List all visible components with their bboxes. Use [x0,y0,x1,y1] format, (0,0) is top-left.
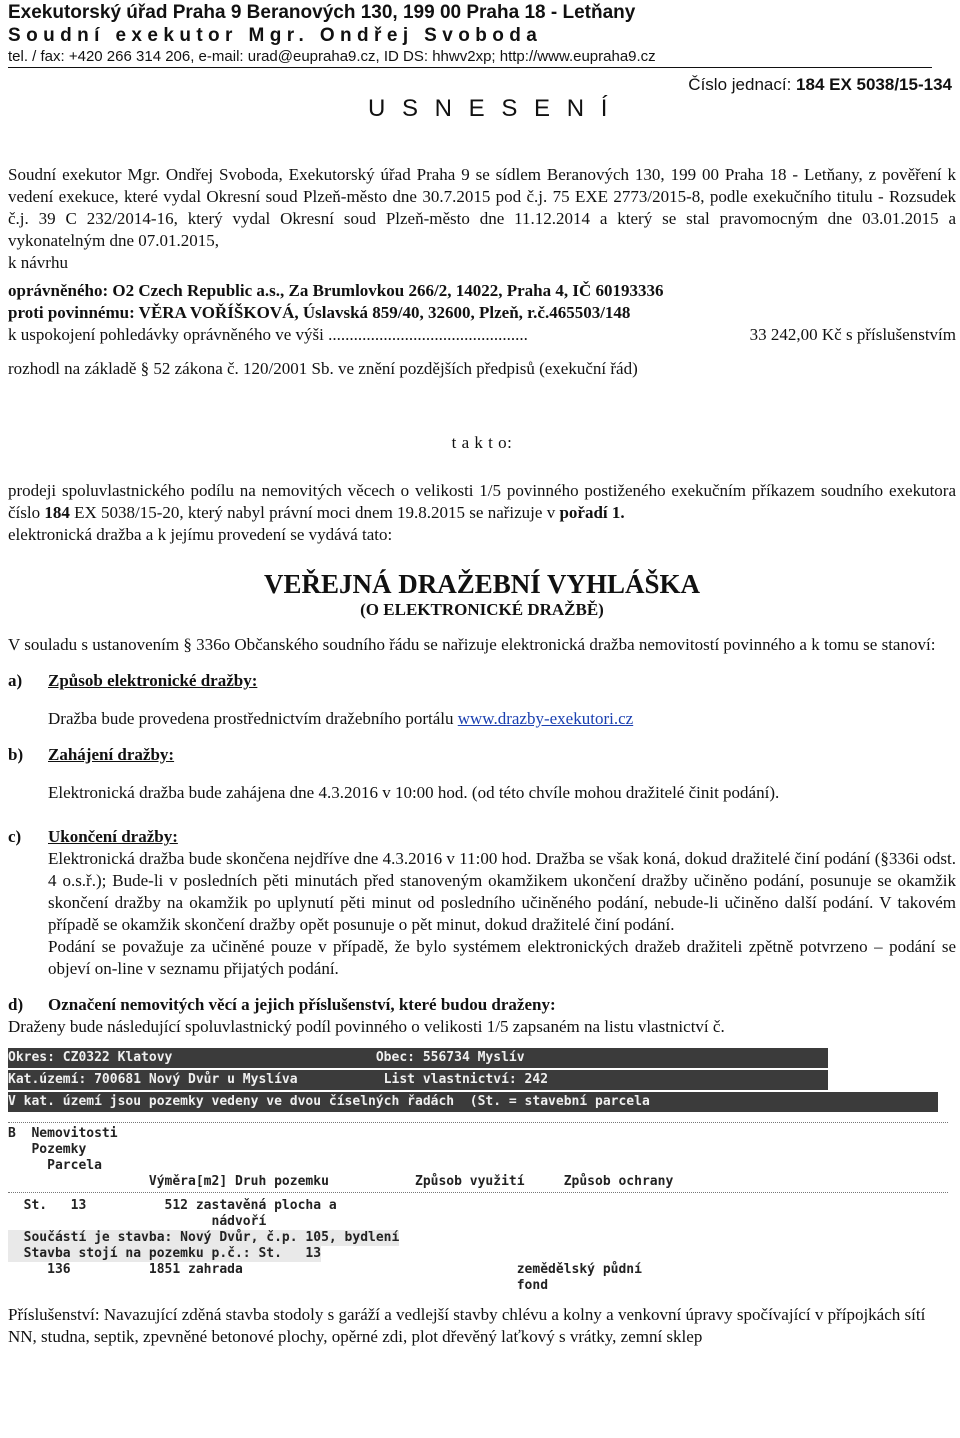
intro-paragraph: Soudní exekutor Mgr. Ondřej Svoboda, Exekutorský úřad Praha 9 se sídlem Beranových 130, 199 00 Praha 18 - Letňany, z pověření k vedení exekuce, které vydal Okresní soud Plzeň-město dne 30.7.2015 pod č.j. 75 EXE 2773/2015-8, podle exekučního titulu - Rozsudek č.j. 39 C 232/2014-16, který vydal Okresní soud Plzeň-město dne 11.12.2014 a který se stal pravomocným dne 03.01.2015 a vykonatelným dne 07.01.2015, [8,165,956,250]
deed-row-3: Stavba stojí na pozemku p.č.: St. 13 [8,1246,322,1261]
item-a-label: a) [8,671,23,690]
item-b [8,744,956,804]
item-b-text: Elektronická dražba bude zahájena dne 4.3.2016 v 10:00 hod. (od této chvíle mohou dražitelé činit podání). [48,783,780,802]
item-d-heading: Označení nemovitých věcí a jejich příslušenství, které budou draženy: [48,995,556,1014]
item-c-heading: Ukončení dražby: [48,827,178,846]
deed-band-cadastre: Kat.území: 700681 Nový Dvůr u Myslíva List vlastnictví: 242 [8,1070,828,1090]
executor-header: Soudní exekutor Mgr. Ondřej Svoboda [8,25,543,46]
accessories-paragraph: Příslušenství: Navazující zděná stavba stodoly s garáží a vedlejší stavby chlévu a kolny a venkovní úpravy spočívající v přípojkách sítí NN, studna, septik, zpevněné betonové plochy, opěrné zdi, plot dřevěný laťkový s vrátky, zemní sklep [8,1305,926,1346]
deed-band-district: Okres: CZ0322 Klatovy Obec: 556734 Myslív [8,1048,828,1068]
item-d-text: Draženy bude následující spoluvlastnický podíl povinného o velikosti 1/5 zapsaném na listu vlastnictví č. [8,1017,725,1036]
document-page [8,2,956,1348]
document-title: U S N E S E N Í [368,95,613,122]
deed-separator-2 [8,1192,948,1193]
item-a-heading: Způsob elektronické dražby: [48,671,258,690]
case-number-value: 184 EX 5038/15-134 [796,75,952,94]
prodej-executor-number: 184 [44,503,70,522]
announcement-title: VEŘEJNÁ DRAŽEBNÍ VYHLÁŠKA [263,569,701,599]
case-number [688,74,952,96]
deed-row-1b: nádvoří [8,1214,267,1229]
portal-link[interactable]: www.drazby-exekutori.cz [457,709,634,728]
deed-row-4b: fond [8,1278,549,1293]
title-row [8,68,956,142]
deed-parcela: Parcela [8,1158,102,1173]
item-a-body: Dražba bude provedena prostřednictvím dražebního portálu [48,709,458,728]
item-b-label: b) [8,745,24,764]
prodej-text-c: EX 5038/15-20, který nabyl právní moci dnem 19.8.2015 se nařizuje v [69,503,560,522]
deed-columns: Výměra[m2] Druh pozemku Způsob využití Způsob ochrany [8,1174,674,1189]
land-registry-excerpt [8,1042,956,1294]
item-c-text-2: Podání se považuje za učiněné pouze v případě, že bylo systémem elektronických dražeb dražiteli zpětně potvrzeno – podání se objeví on-line v seznamu přijatých podání. [48,937,956,978]
prodej-text-a: prodeji spoluvlastnického podílu na nemovitých věcech o velikosti 1/5 povinného postiženého exekučním příkazem soudního exekutora číslo [8,481,956,522]
debtor-line: proti povinnému: VĚRA VOŘÍŠKOVÁ, Úslavská 859/40, 32600, Plzeň, r.č.465503/148 [8,303,631,322]
deed-row-4: 136 1851 zahrada zemědělský půdní [8,1262,642,1277]
item-c [8,826,956,980]
item-c-text-1: Elektronická dražba bude skončena nejdříve dne 4.3.2016 v 11:00 hod. Dražba se však koná, dokud dražitelé činí podání (§336i odst. 4 o.s.ř.); Bude-li v posledních pěti minutách před stanoveným okamžikem ukončení dražby učiněno podání, posunuje se okamžik skončení dražby na okamžik po uplynutí pěti minut od posledního učiněného podání, nebude-li učiněno další podání. V takovém případě se okamžik skončení dražby opět posunuje o pět minut, dokud dražitelé činí podání. [48,849,956,934]
item-b-heading: Zahájení dražby: [48,745,175,764]
deed-row-1: St. 13 512 zastavěná plocha a [8,1198,337,1213]
item-d-label: d) [8,995,24,1014]
deed-section-b: B Nemovitosti [8,1126,118,1141]
item-a-text [48,708,956,730]
deed-row-2: Součástí je stavba: Nový Dvůr, č.p. 105, bydlení [8,1230,400,1245]
claim-amount: 33 242,00 Kč s příslušenstvím [749,325,956,344]
item-c-label: c) [8,827,22,846]
contact-header: tel. / fax: +420 266 314 206, e-mail: urad@eupraha9.cz, ID DS: hhwv2xp; http://www.eupraha9.cz [8,47,932,68]
office-header: Exekutorský úřad Praha 9 Beranových 130, 199 00 Praha 18 - Letňany [8,2,636,23]
item-d [8,994,956,1016]
deed-band-note: V kat. území jsou pozemky vedeny ve dvou číselných řadách (St. = stavební parcela [8,1092,938,1112]
announcement-subtitle: (O ELEKTRONICKÉ DRAŽBĚ) [360,600,604,619]
item-a [8,670,956,730]
deed-separator-1 [8,1122,948,1123]
creditor-line: oprávněného: O2 Czech Republic a.s., Za Brumlovkou 266/2, 14022, Praha 4, IČ 60193336 [8,281,664,300]
claim-row [8,324,956,346]
takto-heading: t a k t o: [451,433,513,452]
case-number-label: Číslo jednací: [688,75,792,94]
prodej-paragraph [8,480,956,524]
claim-label: k uspokojení pohledávky oprávněného ve výši ............................................... [8,325,528,344]
prodej-order: pořadí 1. [559,503,625,522]
prodej-line-2: elektronická dražba a k jejímu provedení se vydává tato: [8,525,393,544]
decided-line: rozhodl na základě § 52 zákona č. 120/2001 Sb. ve znění pozdějších předpisů (exekuční řád) [8,359,638,378]
deed-pozemky: Pozemky [8,1142,87,1157]
souladu-paragraph: V souladu s ustanovením § 336o Občanského soudního řádu se nařizuje elektronická dražba nemovitostí povinného a k tomu se stanoví: [8,635,936,654]
k-navrhu: k návrhu [8,253,68,272]
